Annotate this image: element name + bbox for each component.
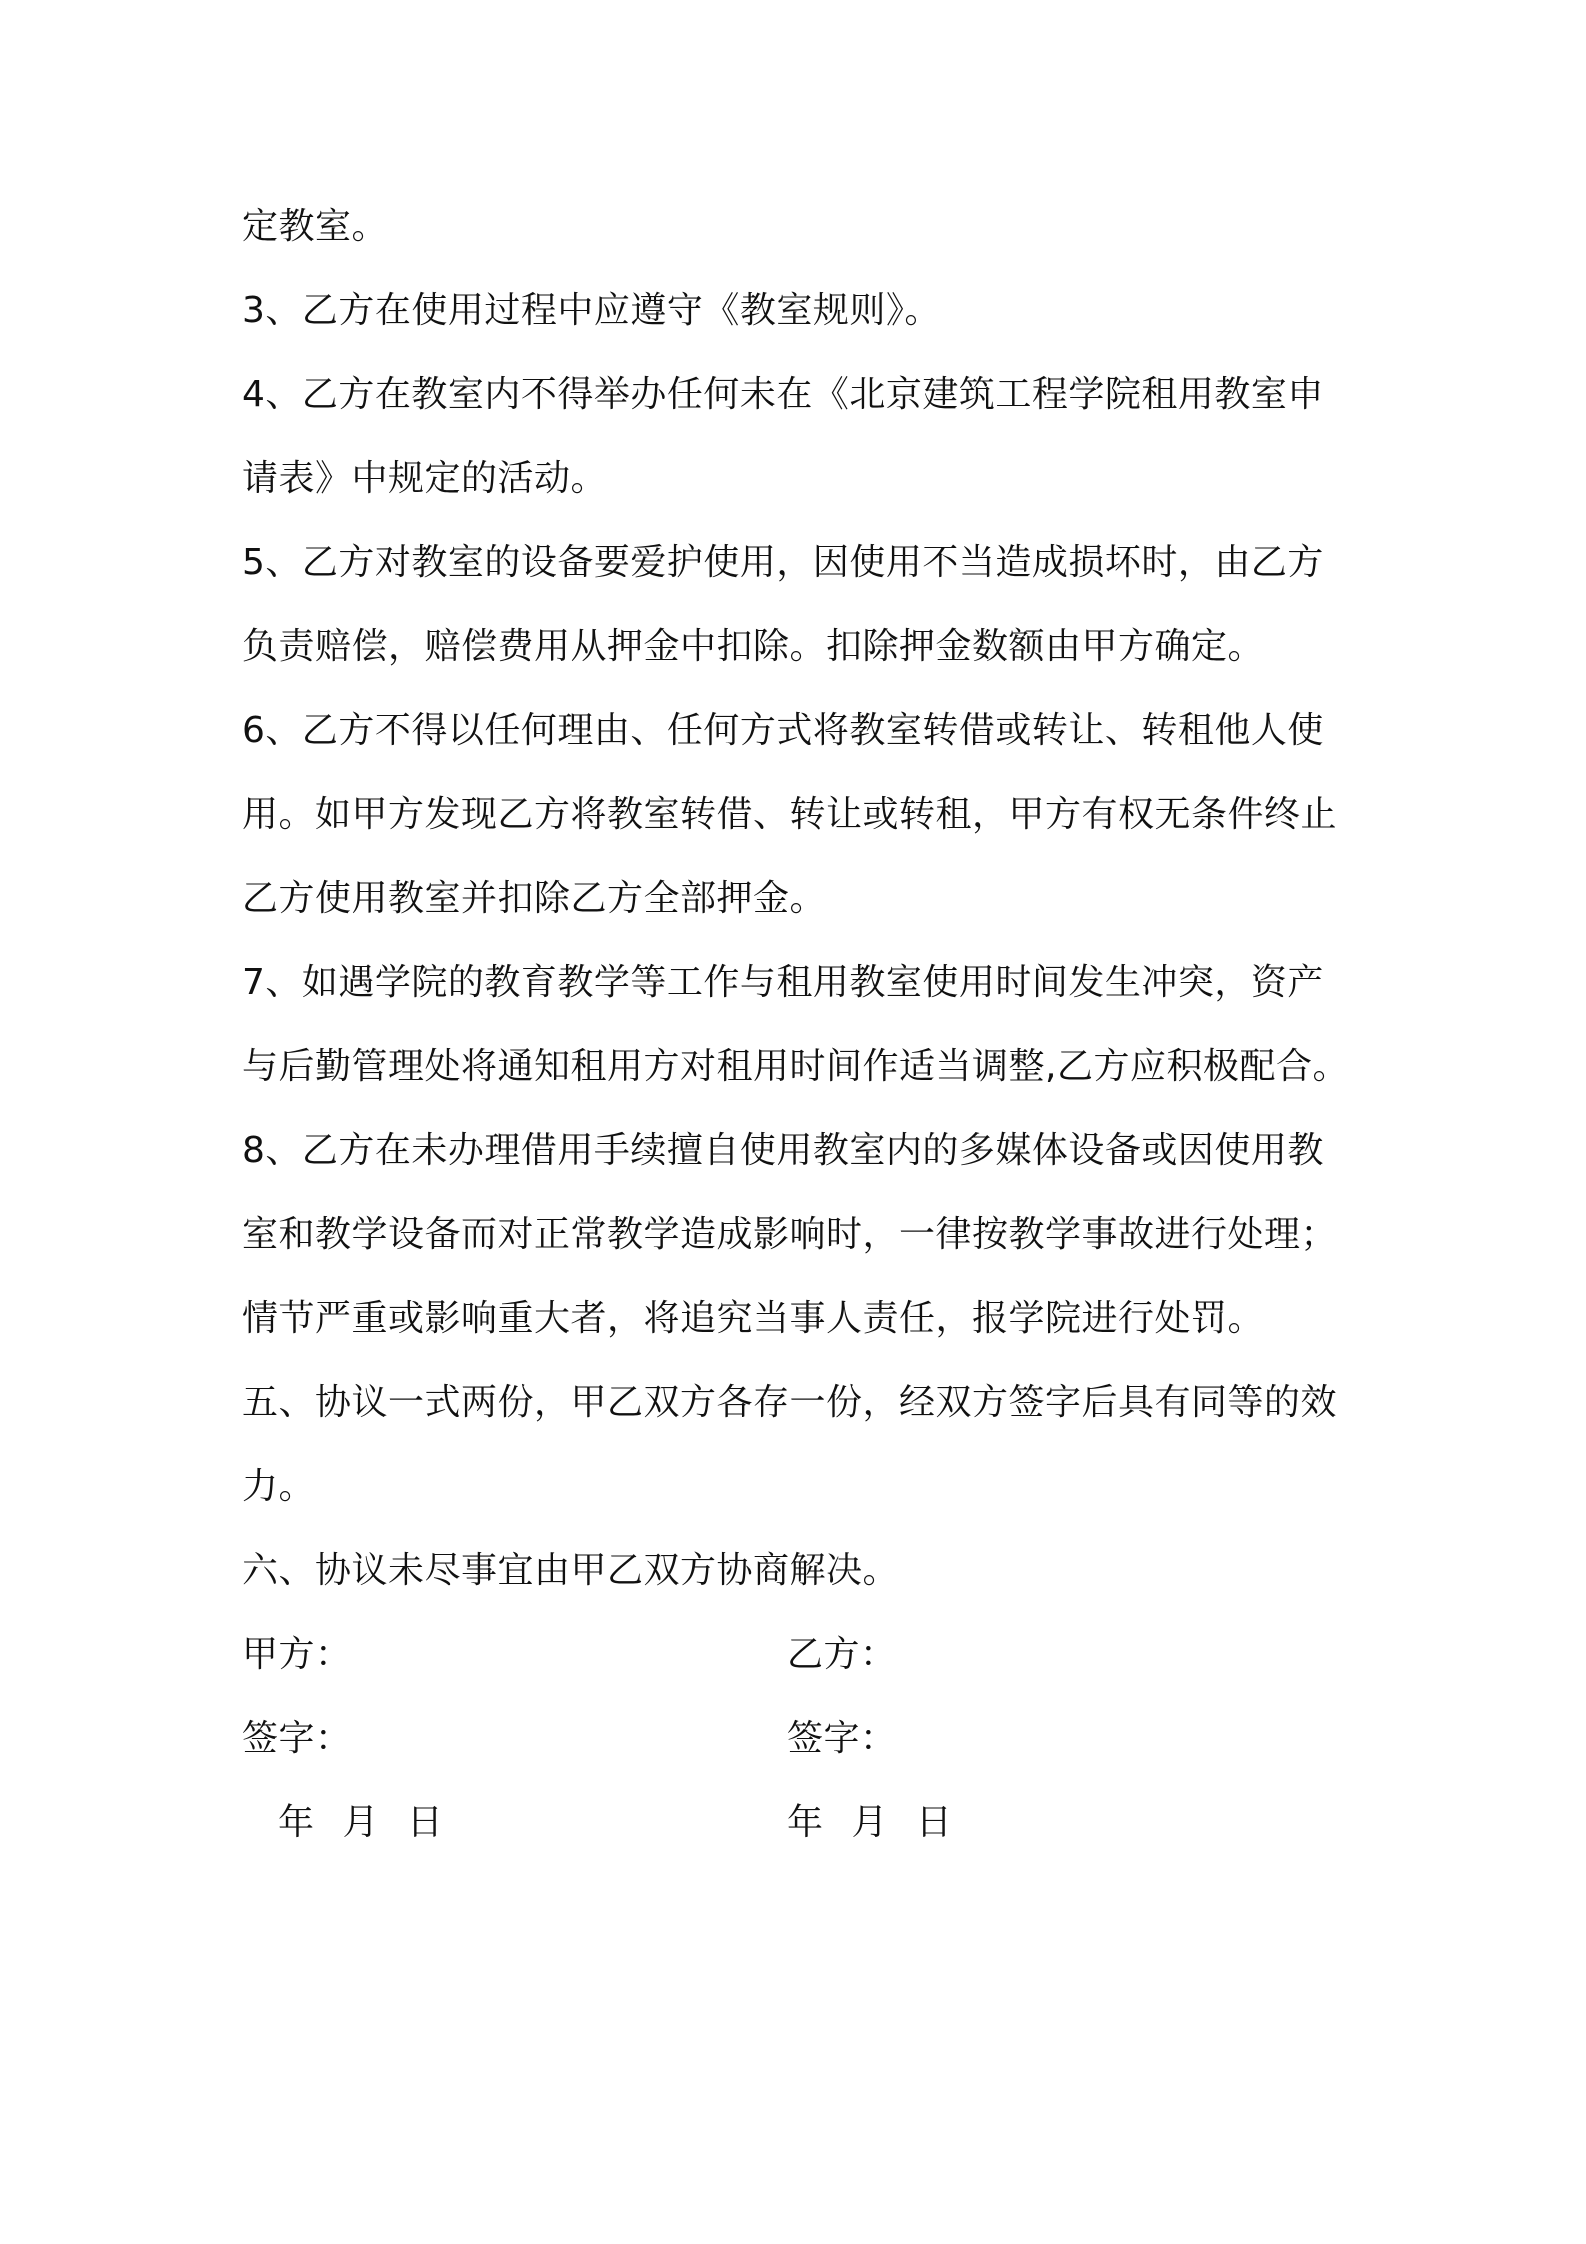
party-b-label: 乙方： (787, 1634, 897, 1675)
clause-4-line-2: 请表》中规定的活动。 (242, 458, 608, 499)
clause-7-line-1: 7、如遇学院的教育教学等工作与租用教室使用时间发生冲突，资产 (242, 962, 1324, 1003)
paragraph-line: 定教室。 (242, 206, 389, 247)
signature-row (242, 1697, 1372, 1781)
clause-7-line-2: 与后勤管理处将通知租用方对租用时间作适当调整,乙方应积极配合。 (242, 1046, 1349, 1087)
party-b-signature-label: 签字： (787, 1718, 897, 1759)
agreement-body (242, 185, 1372, 1865)
clause-5-line-1: 5、乙方对教室的设备要爱护使用，因使用不当造成损坏时，由乙方 (242, 542, 1324, 583)
clause-5-line-2: 负责赔偿，赔偿费用从押金中扣除。扣除押金数额由甲方确定。 (242, 626, 1265, 667)
clause-4-line-1: 4、乙方在教室内不得举办任何未在《北京建筑工程学院租用教室申 (242, 374, 1324, 415)
clause-6-line-3: 乙方使用教室并扣除乙方全部押金。 (242, 878, 827, 919)
article-6: 六、协议未尽事宜由甲乙双方协商解决。 (242, 1550, 900, 1591)
clause-3: 3、乙方在使用过程中应遵守《教室规则》。 (242, 290, 941, 331)
clause-6-line-2: 用。如甲方发现乙方将教室转借、转让或转租，甲方有权无条件终止 (242, 794, 1338, 835)
party-a-label: 甲方： (242, 1634, 352, 1675)
party-row (242, 1613, 1372, 1697)
clause-8-line-3: 情节严重或影响重大者，将追究当事人责任，报学院进行处罚。 (242, 1298, 1265, 1339)
clause-8-line-1: 8、乙方在未办理借用手续擅自使用教室内的多媒体设备或因使用教 (242, 1130, 1324, 1171)
date-row (242, 1781, 1372, 1865)
party-a-date: 年 月 日 (278, 1802, 444, 1843)
clause-8-line-2: 室和教学设备而对正常教学造成影响时，一律按教学事故进行处理； (242, 1214, 1338, 1255)
party-a-signature-label: 签字： (242, 1718, 352, 1759)
party-b-date: 年 月 日 (787, 1802, 953, 1843)
article-5-line-2: 力。 (242, 1466, 316, 1507)
article-5-line-1: 五、协议一式两份，甲乙双方各存一份，经双方签字后具有同等的效 (242, 1382, 1338, 1423)
clause-6-line-1: 6、乙方不得以任何理由、任何方式将教室转借或转让、转租他人使 (242, 710, 1324, 751)
